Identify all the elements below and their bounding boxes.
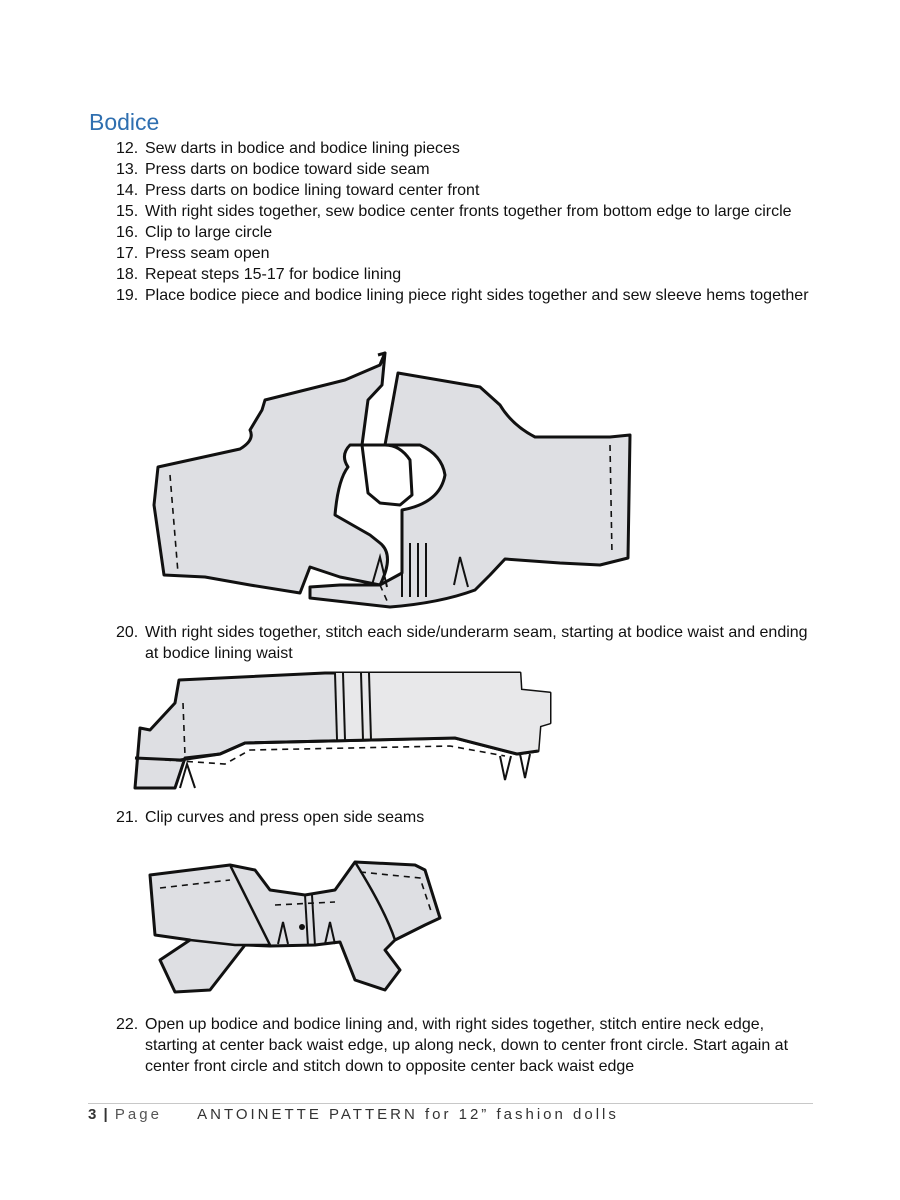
step-number: 17. xyxy=(116,245,139,262)
figure-side-seams xyxy=(125,668,585,808)
section-title: Bodice xyxy=(89,109,160,135)
step-number: 20. xyxy=(116,624,139,641)
document-title: ANTOINETTE PATTERN for 12” fashion dolls xyxy=(197,1106,619,1123)
steps-list-c xyxy=(116,807,816,828)
steps-list-a xyxy=(116,138,816,306)
list-item xyxy=(116,622,816,664)
step-text: Place bodice piece and bodice lining piece right sides together and sew sleeve hems together xyxy=(145,287,809,304)
step-text: With right sides together, sew bodice center fronts together from bottom edge to large circle xyxy=(145,203,792,220)
step-number: 14. xyxy=(116,182,139,199)
step-text: Repeat steps 15-17 for bodice lining xyxy=(145,266,402,283)
step-text: Sew darts in bodice and bodice lining pieces xyxy=(145,140,460,157)
list-item xyxy=(116,807,816,828)
page-number: 3 xyxy=(88,1106,97,1123)
steps-list-b xyxy=(116,622,816,664)
list-item xyxy=(116,159,816,180)
list-item xyxy=(116,264,816,285)
footer-rule xyxy=(88,1103,813,1104)
list-item xyxy=(116,222,816,243)
step-text: With right sides together, stitch each side/underarm seam, starting at bodice waist and ending at bodice lining waist xyxy=(145,624,808,662)
figure-pressed-seams xyxy=(130,850,480,1010)
step-number: 15. xyxy=(116,203,139,220)
list-item xyxy=(116,138,816,159)
list-item xyxy=(116,243,816,264)
step-text: Open up bodice and bodice lining and, with right sides together, stitch entire neck edge, starting at center back waist edge, up along neck, down to center front circle. Start again at center front circle and stitch down to opposite center back waist edge xyxy=(145,1016,789,1075)
list-item xyxy=(116,180,816,201)
step-number: 19. xyxy=(116,287,139,304)
step-text: Press darts on bodice lining toward center front xyxy=(145,182,480,199)
step-text: Press darts on bodice toward side seam xyxy=(145,161,430,178)
step-text: Clip curves and press open side seams xyxy=(145,809,425,826)
steps-list-d xyxy=(116,1014,816,1077)
figure-bodice-sleeve-hems xyxy=(140,345,790,615)
page-label: Page xyxy=(114,1106,162,1123)
footer-separator: | xyxy=(103,1106,108,1123)
step-text: Clip to large circle xyxy=(145,224,273,241)
step-number: 12. xyxy=(116,140,139,157)
page-footer xyxy=(88,1106,619,1123)
step-number: 18. xyxy=(116,266,139,283)
step-number: 16. xyxy=(116,224,139,241)
step-number: 21. xyxy=(116,809,139,826)
step-number: 13. xyxy=(116,161,139,178)
list-item xyxy=(116,285,816,306)
step-text: Press seam open xyxy=(145,245,270,262)
step-number: 22. xyxy=(116,1016,139,1033)
list-item xyxy=(116,201,816,222)
list-item xyxy=(116,1014,816,1077)
